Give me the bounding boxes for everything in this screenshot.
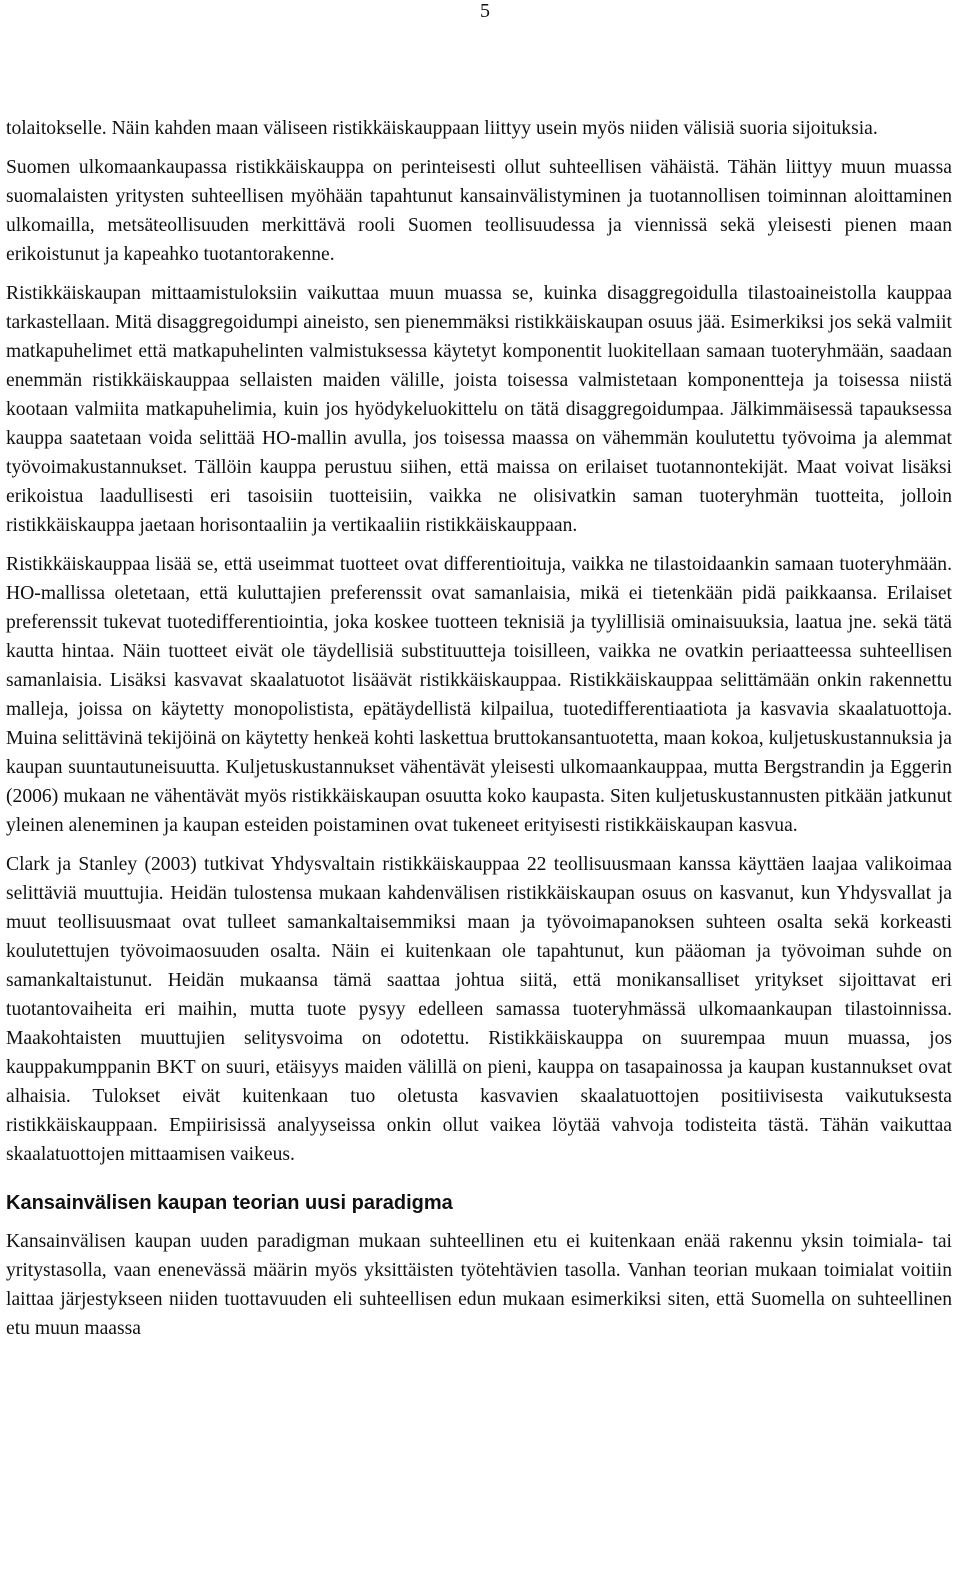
section-heading: Kansainvälisen kaupan teorian uusi paradigma [6,1192,453,1214]
paragraph-1: tolaitokselle. Näin kahden maan väliseen ristikkäiskauppaan liittyy usein myös niiden välisiä suoria sijoituksia. [6,118,878,139]
paragraph-2: Suomen ulkomaankaupassa ristikkäiskauppa on perinteisesti ollut suhteellisen vähäistä. Tähän liittyy muun muassa suomalaisten yritysten suhteellisen myöhään tapahtunut kansainvälistyminen ja tuotannollisen toiminnan aloittaminen ulkomailla, metsäteollisuuden merkittävä rooli Suomen teollisuudessa ja viennissä sekä yleisesti pienen maan erikoistunut ja kapeahko tuotantorakenne. [6,157,952,265]
paragraph-3: Ristikkäiskaupan mittaamistuloksiin vaikuttaa muun muassa se, kuinka disaggregoidulla tilastoaineistolla kauppaa tarkastellaan. Mitä disaggregoidumpi aineisto, sen pienemmäksi ristikkäiskaupan osuus jää. Esimerkiksi jos sekä valmiit matkapuhelimet että matkapuhelinten valmistuksessa käytetyt komponentit luokitellaan samaan tuoteryhmään, saadaan enemmän ristikkäiskauppaa sellaisten maiden välille, joista toisessa valmistetaan komponentteja ja toisessa niistä kootaan valmiita matkapuhelimia, kuin jos hyödykeluokittelu on tätä disaggregoidumpaa. Jälkimmäisessä tapauksessa kauppa saatetaan voida selittää HO-mallin avulla, jos toisessa maassa on vähemmän koulutettu työvoima ja alemmat työvoimakustannukset. Tällöin kauppa perustuu siihen, että maissa on erilaiset tuotannontekijät. Maat voivat lisäksi erikoistua laadullisesti eri tasoisiin tuotteisiin, vaikka ne olisivatkin saman tuoteryhmän tuotteita, jolloin ristikkäiskauppa jaetaan horisontaaliin ja vertikaaliin ristikkäiskauppaan. [6,283,952,536]
page-number: 5 [480,0,490,22]
document-body [6,114,952,1353]
paragraph-6: Kansainvälisen kaupan uuden paradigman mukaan suhteellinen etu ei kuitenkaan enää rakennu yksin toimiala- tai yritystasolla, vaan enenevässä määrin myös yksittäisten työtehtävien tasolla. Vanhan teorian mukaan toimialat voitiin laittaa järjestykseen niiden tuottavuuden eli suhteellisen edun mukaan esimerkiksi siten, että Suomella on suhteellinen etu muun maassa [6,1231,952,1339]
paragraph-5: Clark ja Stanley (2003) tutkivat Yhdysvaltain ristikkäiskauppaa 22 teollisuusmaan kanssa käyttäen laajaa valikoimaa selittäviä muuttujia. Heidän tulostensa mukaan kahdenvälisen ristikkäiskaupan osuus on kasvanut, kun Yhdysvallat ja muut teollisuusmaat ovat tulleet samankaltaisemmiksi maan ja työvoimapanoksen suhteen osalta sekä korkeasti koulutettujen työvoimaosuuden osalta. Näin ei kuitenkaan ole tapahtunut, kun pääoman ja työvoiman suhde on samankaltaistunut. Heidän mukaansa tämä saattaa johtua siitä, että monikansalliset yritykset sijoittavat eri tuotantovaiheita eri maihin, mutta tuote pysyy edelleen samassa tuoteryhmässä ulkomaankaupan tilastoinnissa. Maakohtaisten muuttujien selitysvoima on odotettu. Ristikkäiskauppa on suurempaa muun muassa, jos kauppakumppanin BKT on suuri, etäisyys maiden välillä on pieni, kauppa on tasapainossa ja kaupan kustannukset ovat alhaisia. Tulokset eivät kuitenkaan tuo oletusta kasvavien skaalatuottojen positiivisesta vaikutuksesta ristikkäiskauppaan. Empiirisissä analyyseissa onkin ollut vaikea löytää vahvoja todisteita tästä. Tähän vaikuttaa skaalatuottojen mittaamisen vaikeus. [6,854,952,1165]
paragraph-4: Ristikkäiskauppaa lisää se, että useimmat tuotteet ovat differentioituja, vaikka ne tilastoidaankin samaan tuoteryhmään. HO-mallissa oletetaan, että kuluttajien preferenssit ovat samanlaisia, mikä ei tietenkään pidä paikkaansa. Erilaiset preferenssit tukevat tuotedifferentiointia, joka koskee tuotteen teknisiä ja tyylillisiä ominaisuuksia, laatua jne. sekä tätä kautta hintaa. Näin tuotteet eivät ole täydellisiä substituutteja toisilleen, vaikka ne ovatkin periaatteessa suhteellisen samanlaisia. Lisäksi kasvavat skaalatuotot lisäävät ristikkäiskauppaa. Ristikkäiskauppaa selittämään onkin rakennettu malleja, joissa on käytetty monopolistista, epätäydellistä kilpailua, tuotedifferentiaatiota ja kasvavia skaalatuottoja. Muina selittävinä tekijöinä on käytetty henkeä kohti laskettua bruttokansantuotetta, maan kokoa, kuljetuskustannuksia ja kaupan suuntautuneisuutta. Kuljetuskustannukset vähentävät yleisesti ulkomaankauppaa, mutta Bergstrandin ja Eggerin (2006) mukaan ne vähentävät myös ristikkäiskaupan osuutta koko kaupasta. Siten kuljetuskustannusten pitkään jatkunut yleinen aleneminen ja kaupan esteiden poistaminen ovat tukeneet erityisesti ristikkäiskaupan kasvua. [6,554,952,836]
